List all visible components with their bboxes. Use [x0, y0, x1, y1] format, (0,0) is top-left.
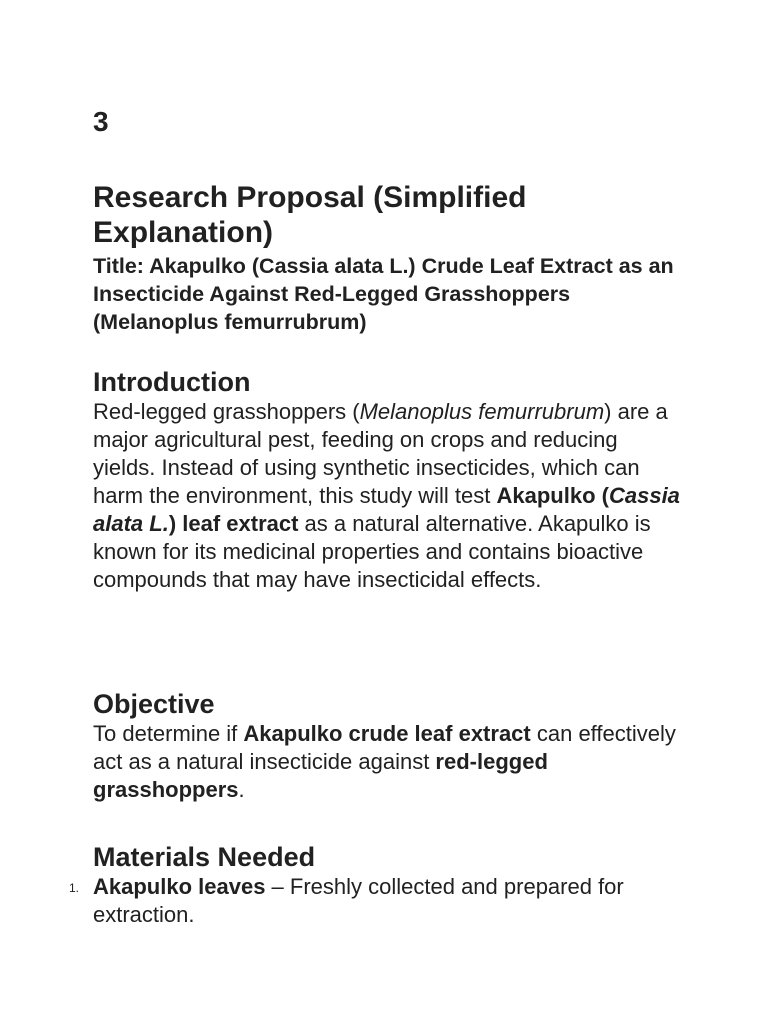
intro-text-2: ) are a major agricultural pest, feeding on crops and reducing yields. Instead of using synthetic insecticides, which can harm the environment, this study will test	[93, 399, 668, 508]
objective-bold-2: red-legged grasshoppers	[93, 749, 548, 802]
objective-text-2: can effectively act as a natural insecticide against	[93, 721, 676, 774]
list-marker: 1.	[69, 881, 80, 895]
materials-section	[69, 841, 683, 929]
objective-text-1: To determine if	[93, 721, 244, 746]
introduction-section	[93, 366, 683, 594]
objective-paragraph	[93, 720, 683, 804]
intro-bold-2: ) leaf extract	[168, 511, 299, 536]
document-title: Research Proposal (Simplified Explanation)	[93, 181, 527, 249]
intro-text-1: Red-legged grasshoppers (	[93, 399, 360, 424]
intro-bold-1: Akapulko (	[496, 483, 609, 508]
intro-text-3: as a natural alternative. Akapulko is known for its medicinal properties and contains bioactive compounds that may have insecticidal effects.	[93, 511, 651, 592]
intro-plant-name: Cassia alata L.	[93, 483, 680, 536]
material-name: Akapulko leaves	[93, 874, 266, 899]
page-number: 3	[93, 106, 109, 137]
introduction-heading: Introduction	[93, 367, 251, 397]
introduction-paragraph	[93, 398, 683, 594]
materials-heading: Materials Needed	[93, 842, 316, 872]
material-description: – Freshly collected and prepared for extraction.	[93, 874, 624, 927]
objective-heading: Objective	[93, 689, 215, 719]
list-item	[69, 873, 683, 929]
intro-species-name: Melanoplus femurrubrum	[359, 399, 605, 424]
proposal-title: Title: Akapulko (Cassia alata L.) Crude Leaf Extract as an Insecticide Against Red-Legged Grasshoppers (Melanoplus femurrubrum)	[93, 254, 674, 334]
objective-section	[93, 688, 683, 804]
objective-text-3: .	[238, 777, 245, 802]
objective-bold-1: Akapulko crude leaf extract	[243, 721, 531, 746]
